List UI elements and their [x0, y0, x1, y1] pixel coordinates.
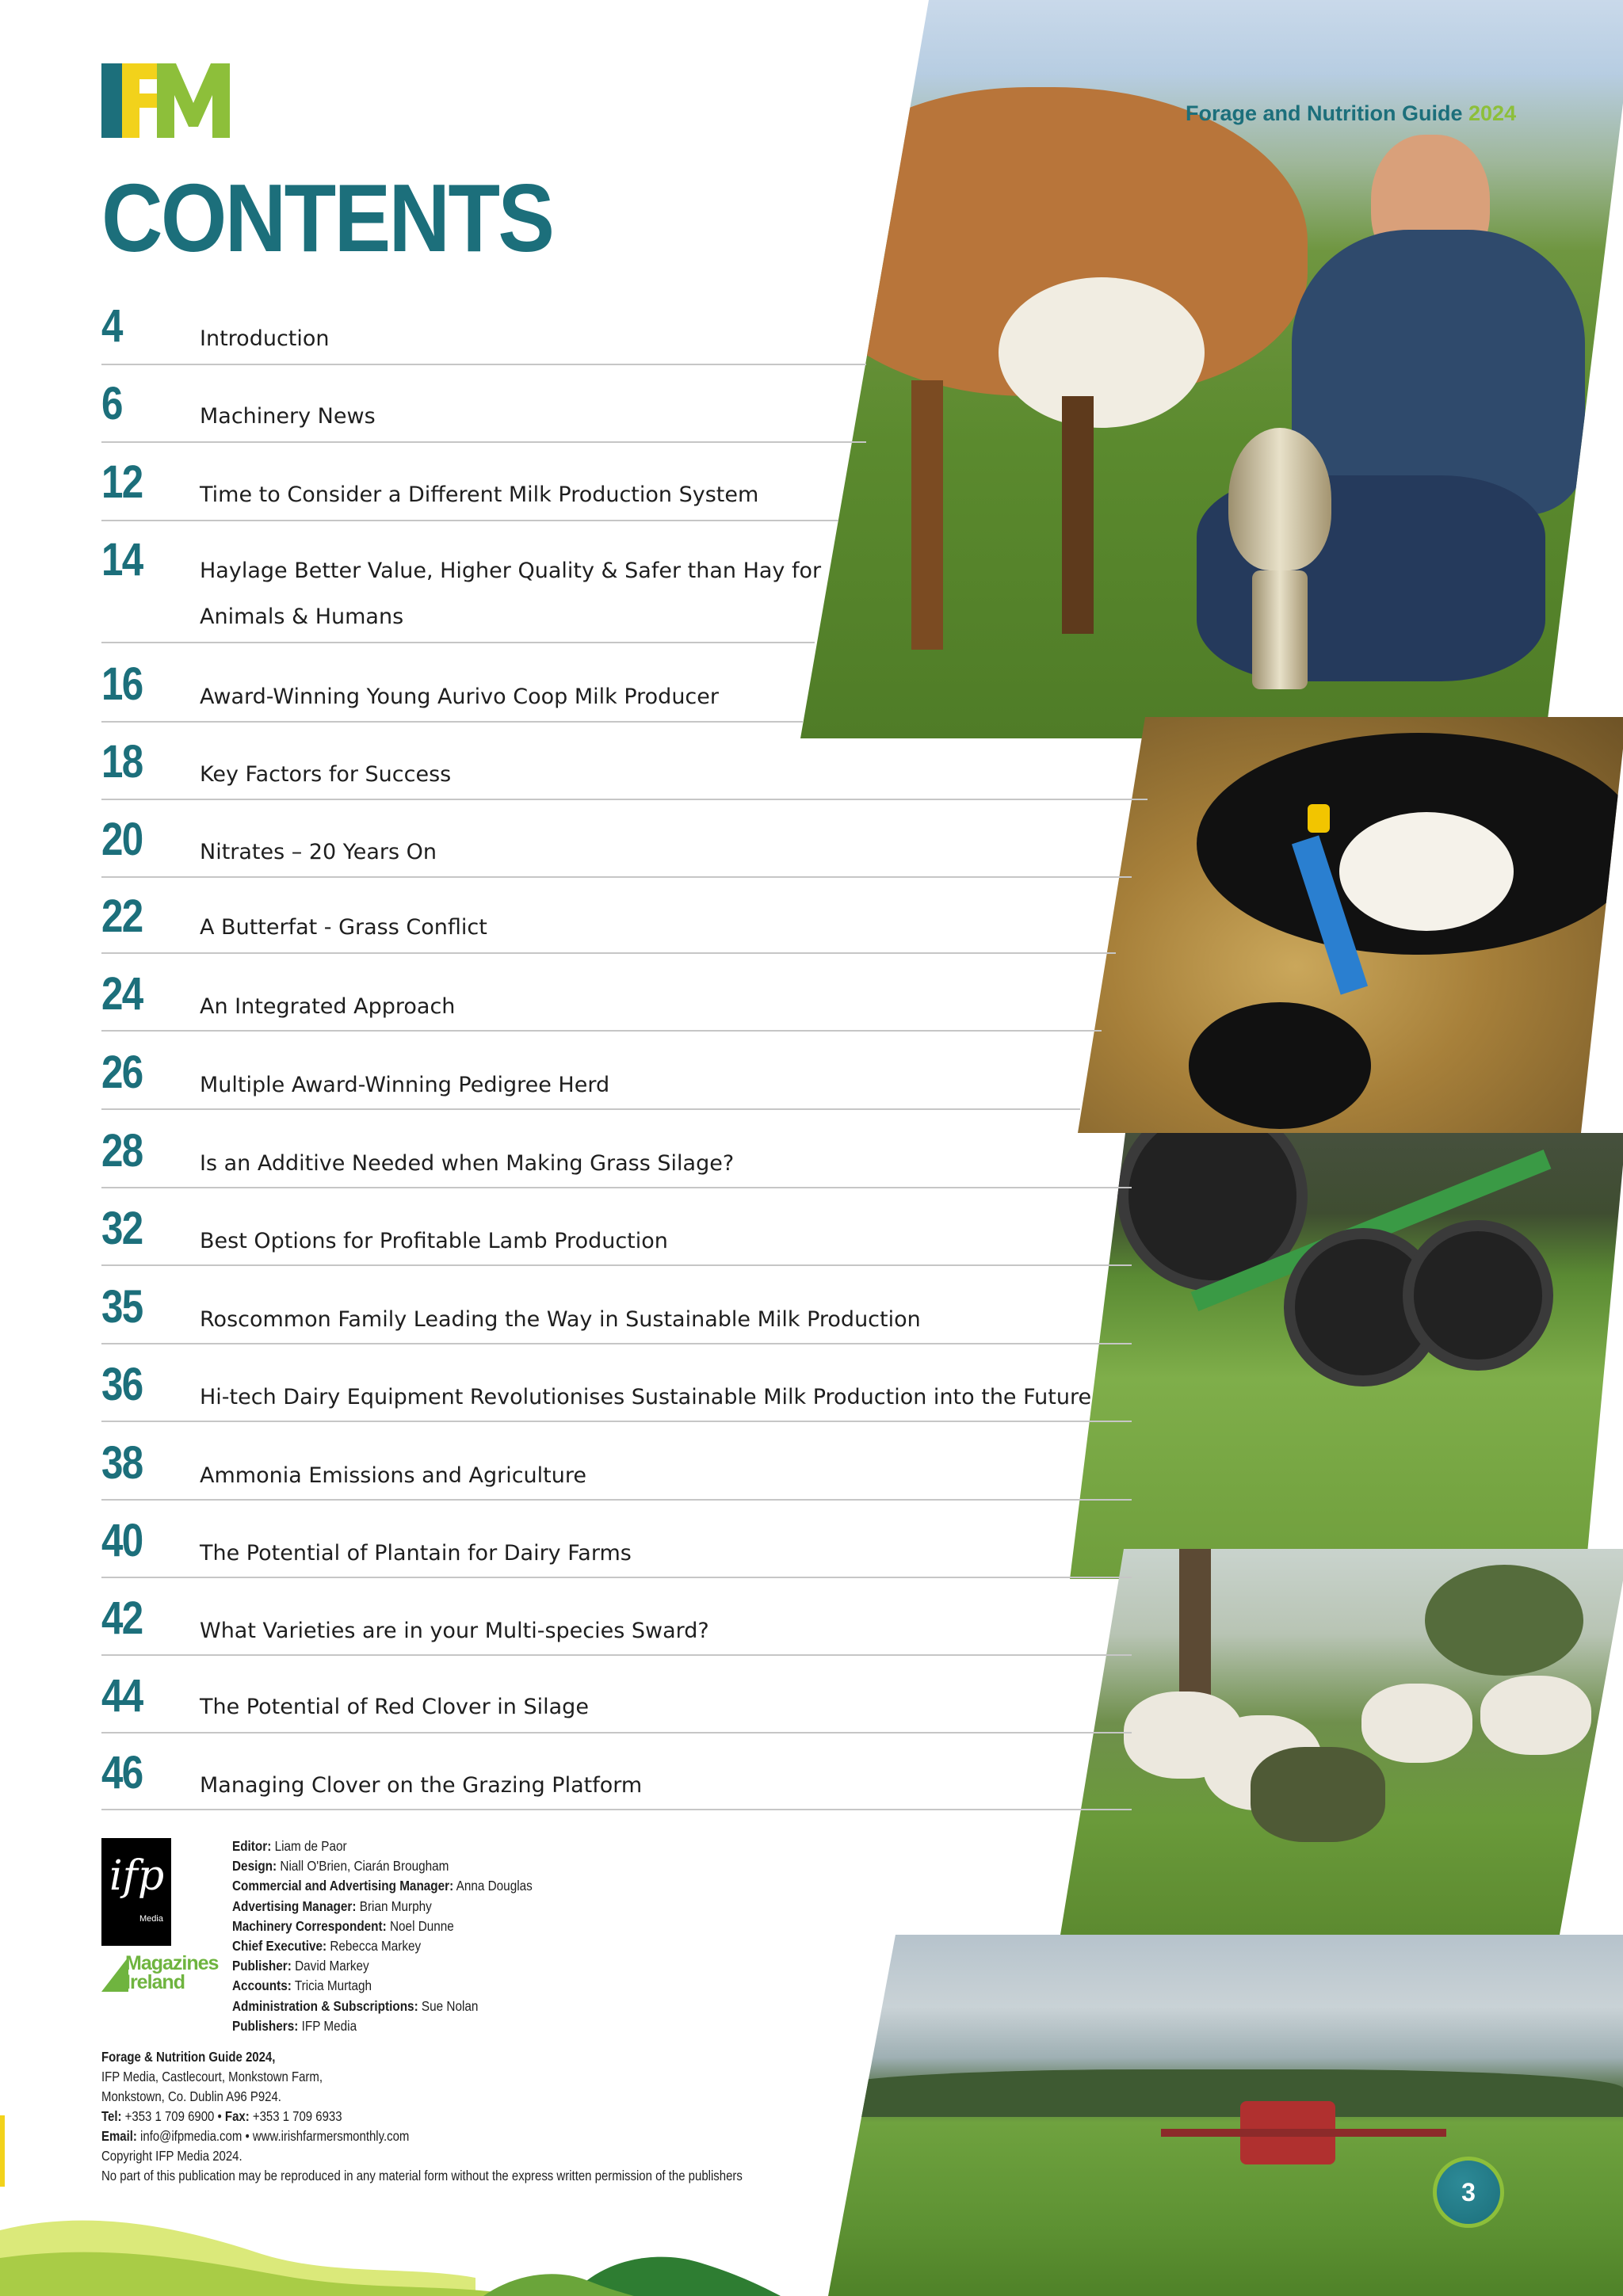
toc-page-number: 32 [101, 1203, 143, 1254]
tel-label: Tel: [101, 2108, 122, 2124]
toc-row[interactable] [101, 1515, 1132, 1578]
credit-line [232, 1997, 533, 2016]
toc-article-title: Multiple Award-Winning Pedigree Herd [200, 1073, 610, 1097]
calf-head-shape [1189, 1002, 1371, 1129]
toc-page-number: 12 [101, 456, 143, 508]
toc-article-title: An Integrated Approach [200, 994, 456, 1019]
cow-white-patch-shape [1339, 812, 1514, 931]
toc-article-title: Haylage Better Value, Higher Quality & Safer than Hay for [200, 559, 822, 583]
toc-page-number: 24 [101, 968, 143, 1020]
credit-name: Sue Nolan [421, 1997, 479, 2014]
credit-role: Machinery Correspondent: [232, 1917, 387, 1934]
toc-article-title: A Butterfat - Grass Conflict [200, 915, 487, 940]
roller-wheel-shape [1403, 1220, 1553, 1371]
tel-number[interactable]: +353 1 709 6900 [124, 2108, 215, 2124]
credit-role: Chief Executive: [232, 1938, 327, 1955]
toc-page-number: 38 [101, 1437, 143, 1489]
toc-row[interactable] [101, 658, 803, 723]
toc-row[interactable] [101, 814, 1132, 878]
trophy-base-shape [1252, 570, 1308, 689]
credit-name: David Markey [295, 1958, 369, 1974]
toc-row[interactable] [101, 1747, 1132, 1810]
magazines-ireland-flag-icon [101, 1957, 128, 1992]
toc-page-number: 14 [101, 534, 143, 585]
toc-article-title: Introduction [200, 326, 330, 351]
separator-bullet: • [245, 2128, 250, 2144]
toc-page-number: 22 [101, 891, 143, 942]
contents-heading: CONTENTS [101, 164, 553, 272]
credit-line [232, 1956, 533, 1976]
magazines-ireland-line1: Magazines [125, 1952, 219, 1974]
credit-name: Brian Murphy [359, 1897, 432, 1914]
credit-name: Noel Dunne [389, 1917, 454, 1934]
toc-page-number: 44 [101, 1670, 143, 1722]
toc-page-number: 6 [101, 378, 122, 429]
publication-imprint [101, 2047, 743, 2186]
toc-article-title: Machinery News [200, 404, 376, 429]
fax-label: Fax: [224, 2108, 250, 2124]
toc-article-title-line2: Animals & Humans [200, 605, 404, 629]
copyright-line: Copyright IFP Media 2024. [101, 2148, 242, 2164]
credit-line [232, 1856, 533, 1876]
credit-line [232, 1897, 533, 1917]
toc-article-title: Ammonia Emissions and Agriculture [200, 1463, 586, 1488]
toc-row[interactable] [101, 534, 822, 643]
toc-row[interactable] [101, 891, 1116, 954]
ifp-media-logo [101, 1838, 171, 1946]
toc-page-number: 28 [101, 1125, 143, 1177]
imprint-address-line: IFP Media, Castlecourt, Monkstown Farm, [101, 2069, 323, 2084]
toc-page-number: 4 [101, 300, 122, 352]
toc-row[interactable] [101, 1047, 1080, 1110]
photo-lambs-under-trees [1060, 1549, 1623, 1935]
toc-row[interactable] [101, 968, 1102, 1032]
toc-page-number: 35 [101, 1281, 143, 1333]
credit-role: Administration & Subscriptions: [232, 1997, 418, 2014]
toc-article-title: Award-Winning Young Aurivo Coop Milk Producer [200, 685, 719, 709]
editorial-credits [232, 1836, 533, 2036]
cow-udder-shape [999, 277, 1205, 428]
credit-name: IFP Media [301, 2017, 357, 2034]
tree-canopy-shape [1425, 1565, 1583, 1676]
credit-role: Accounts: [232, 1978, 292, 1994]
toc-row[interactable] [101, 1125, 1132, 1188]
credit-line [232, 1876, 533, 1896]
fax-number: +353 1 709 6933 [252, 2108, 342, 2124]
toc-article-title: Roscommon Family Leading the Way in Sustainable Milk Production [200, 1307, 921, 1332]
toc-page-number: 40 [101, 1515, 143, 1566]
toc-row[interactable] [101, 1670, 1132, 1733]
toc-article-title: Time to Consider a Different Milk Production System [200, 482, 759, 507]
toc-article-title: Is an Additive Needed when Making Grass Silage? [200, 1151, 735, 1176]
toc-article-title: Nitrates – 20 Years On [200, 840, 437, 864]
toc-article-title: Best Options for Profitable Lamb Production [200, 1229, 668, 1253]
toc-article-title: The Potential of Plantain for Dairy Farms [200, 1541, 632, 1566]
ifm-logo-i-shape [101, 63, 122, 138]
credit-name: Niall O'Brien, Ciarán Brougham [280, 1858, 449, 1875]
ifp-logo-media: Media [139, 1914, 163, 1924]
toc-row[interactable] [101, 1281, 1132, 1344]
toc-article-title: Key Factors for Success [200, 762, 452, 787]
credit-role: Commercial and Advertising Manager: [232, 1878, 454, 1894]
credit-role: Advertising Manager: [232, 1897, 357, 1914]
credit-role: Publisher: [232, 1958, 292, 1974]
toc-row[interactable] [101, 1359, 1132, 1422]
toc-page-number: 16 [101, 658, 143, 710]
guide-title-text: Forage and Nutrition Guide [1186, 101, 1463, 125]
photo-cow-with-calf [1078, 717, 1623, 1133]
imprint-contact-line [101, 2126, 743, 2146]
decorative-hills [0, 2175, 800, 2296]
credit-name: Tricia Murtagh [294, 1978, 372, 1994]
toc-page-number: 26 [101, 1047, 143, 1098]
toc-row[interactable] [101, 1203, 1132, 1266]
toc-page-number: 20 [101, 814, 143, 865]
toc-article-title: Hi-tech Dairy Equipment Revolutionises Sustainable Milk Production into the Future [200, 1385, 1092, 1409]
toc-page-number: 36 [101, 1359, 143, 1410]
toc-article-title: The Potential of Red Clover in Silage [200, 1695, 589, 1719]
toc-row[interactable] [101, 300, 866, 365]
toc-article-title: Managing Clover on the Grazing Platform [200, 1773, 643, 1798]
toc-row[interactable] [101, 456, 838, 521]
toc-row[interactable] [101, 736, 1148, 800]
credit-line [232, 1936, 533, 1956]
credit-name: Anna Douglas [456, 1878, 533, 1894]
farmer-shirt-shape [1292, 230, 1585, 515]
imprint-phone-line [101, 2107, 743, 2126]
guide-year: 2024 [1468, 101, 1517, 125]
sprayer-boom-shape [1161, 2129, 1446, 2137]
toc-row[interactable] [101, 1592, 1132, 1656]
credit-name: Rebecca Markey [330, 1938, 422, 1955]
toc-page-number: 18 [101, 736, 143, 788]
imprint-address-line: Monkstown, Co. Dublin A96 P924. [101, 2088, 281, 2104]
credit-role: Publishers: [232, 2017, 299, 2034]
credit-line [232, 1917, 533, 1936]
email-label: Email: [101, 2128, 137, 2144]
toc-row[interactable] [101, 1437, 1132, 1501]
email-link[interactable]: info@ifpmedia.com [140, 2128, 242, 2144]
website-link[interactable]: www.irishfarmersmonthly.com [252, 2128, 410, 2144]
credit-role: Editor: [232, 1838, 272, 1854]
ifm-logo-m-shape [157, 63, 230, 138]
lamb-shape [1361, 1684, 1472, 1763]
credit-line [232, 1836, 533, 1856]
trophy-shape [1228, 428, 1331, 570]
ifm-logo-f-bar-shape [122, 93, 157, 108]
cow-leg-shape [1062, 396, 1094, 634]
toc-page-number: 46 [101, 1747, 143, 1798]
toc-row[interactable] [101, 378, 866, 443]
stump-shape [1251, 1747, 1385, 1842]
ifp-logo-letters: ifp [109, 1852, 165, 1900]
separator-bullet: • [217, 2108, 222, 2124]
credit-line [232, 1976, 533, 1996]
cow-leg-shape [911, 380, 943, 650]
guide-title [1186, 101, 1516, 126]
credit-name: Liam de Paor [274, 1838, 347, 1854]
photo-silage-machinery [1070, 1133, 1623, 1579]
imprint-title: Forage & Nutrition Guide 2024, [101, 2049, 276, 2065]
toc-page-number: 42 [101, 1592, 143, 1644]
treeline-shape [828, 2069, 1623, 2117]
ear-tag-shape [1308, 804, 1330, 833]
credit-role: Design: [232, 1858, 277, 1875]
left-edge-accent [0, 2115, 5, 2187]
page-number-badge: 3 [1433, 2157, 1504, 2228]
photo-tractor-spraying-field [828, 1935, 1623, 2296]
rights-notice: No part of this publication may be reproduced in any material form without the express written permission of the publishers [101, 2168, 743, 2183]
lamb-shape [1480, 1676, 1591, 1755]
credit-line [232, 2016, 533, 2036]
ifm-logo [101, 63, 230, 138]
magazines-ireland-line2: Ireland [125, 1971, 185, 1993]
toc-article-title: What Varieties are in your Multi-species Sward? [200, 1619, 709, 1643]
